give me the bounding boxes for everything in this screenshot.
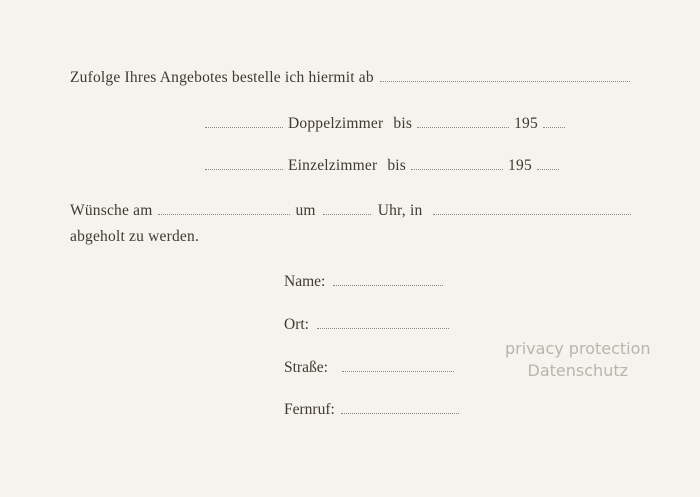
- single-room-year-prefix: 195: [508, 157, 532, 175]
- form-line-pickup: [70, 228, 199, 246]
- wishes-time-blank[interactable]: [323, 201, 371, 215]
- field-name: [284, 272, 443, 291]
- field-name-label: Name:: [284, 273, 326, 291]
- pickup-text: abgeholt zu werden.: [70, 228, 200, 245]
- uhr-in-label: Uhr, in: [377, 202, 423, 220]
- wishes-date-blank[interactable]: [158, 201, 290, 215]
- double-room-leading-blank[interactable]: [205, 114, 283, 128]
- single-room-year-blank[interactable]: [537, 156, 559, 170]
- field-strasse-label: Straße:: [284, 359, 328, 377]
- field-fernruf-input[interactable]: [341, 400, 459, 414]
- field-ort: [284, 315, 449, 334]
- single-room-date-blank[interactable]: [411, 156, 503, 170]
- field-fernruf-label: Fernruf:: [284, 401, 335, 419]
- wishes-place-blank[interactable]: [433, 201, 631, 215]
- field-ort-input[interactable]: [317, 315, 449, 329]
- field-strasse: [284, 358, 454, 377]
- double-room-date-blank[interactable]: [417, 114, 509, 128]
- single-room-leading-blank[interactable]: [205, 156, 283, 170]
- field-strasse-input[interactable]: [342, 358, 454, 372]
- double-room-bis-label: bis: [393, 115, 413, 133]
- double-room-year-blank[interactable]: [543, 114, 565, 128]
- double-room-label: Doppelzimmer: [288, 115, 384, 133]
- single-room-label: Einzelzimmer: [288, 157, 378, 175]
- form-line-intro: [70, 68, 630, 87]
- field-fernruf: [284, 400, 459, 419]
- watermark-line-2: Datenschutz: [527, 360, 628, 380]
- intro-blank-line[interactable]: [380, 68, 630, 82]
- single-room-bis-label: bis: [387, 157, 407, 175]
- watermark-line-1: privacy protection: [505, 339, 651, 358]
- form-line-double-room: [205, 114, 565, 133]
- wishes-label: Wünsche am: [70, 202, 153, 220]
- privacy-watermark: [505, 338, 651, 381]
- field-name-input[interactable]: [333, 272, 443, 286]
- field-ort-label: Ort:: [284, 316, 309, 334]
- form-line-wishes: [70, 201, 631, 220]
- um-label: um: [295, 202, 316, 220]
- form-line-single-room: [205, 156, 559, 175]
- intro-text: Zufolge Ihres Angebotes bestelle ich hiermit ab: [70, 69, 374, 87]
- double-room-year-prefix: 195: [514, 115, 538, 133]
